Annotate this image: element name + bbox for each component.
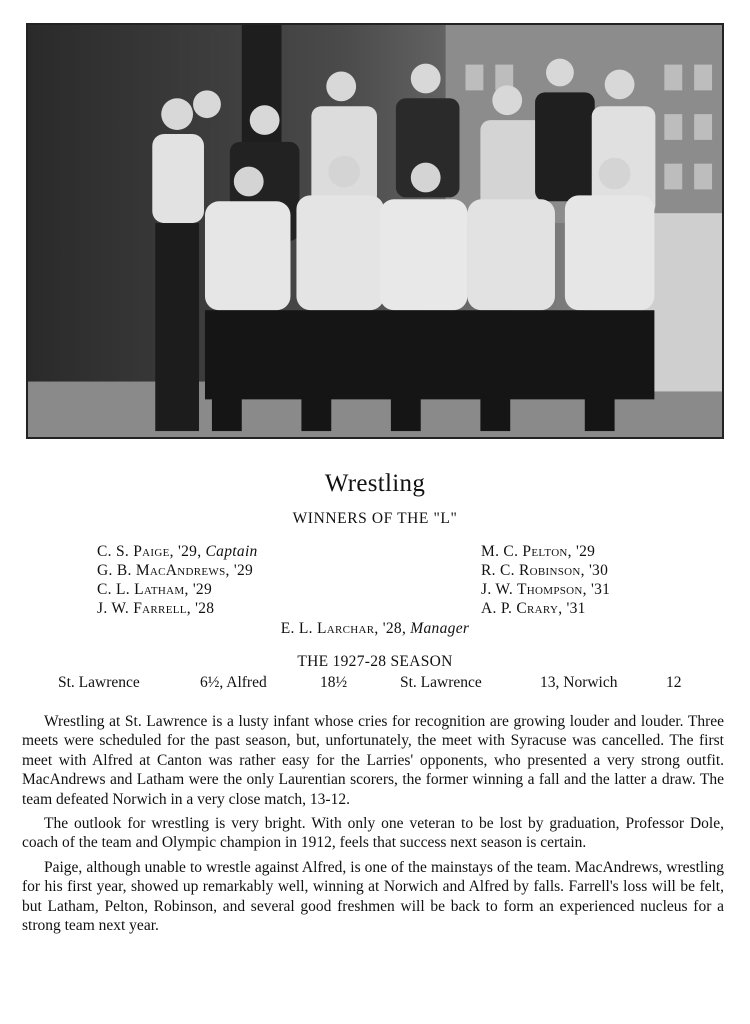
roster-entry: R. C. Robinson, '30 <box>481 562 609 579</box>
roster-right-column <box>481 542 610 618</box>
result-score: 6½, Alfred <box>200 674 267 691</box>
result-team: St. Lawrence <box>58 674 140 691</box>
roster-entry <box>97 580 258 599</box>
roster-entry: M. C. Pelton, '29 <box>481 543 596 560</box>
roster-name: G. B. MacAndrews, '29 <box>97 562 254 579</box>
roster-entry <box>97 561 258 580</box>
roster-role: Captain <box>205 543 258 560</box>
roster-name: J. W. Farrell, '28 <box>97 600 215 617</box>
roster-entry: J. W. Thompson, '31 <box>481 581 611 598</box>
team-photo-illustration <box>28 25 722 437</box>
result-team: St. Lawrence <box>400 674 482 691</box>
paragraph: Paige, although unable to wrestle against Alfred, is one of the mainstays of the team. MacAndrews, wrestling for his first year, showed up remarkably well, winning at Norwich and Alfred by falls. Farrell's loss will be felt, but Latham, Pelton, Robinson, and several good freshmen will be back to form an experienced nucleus for a strong team next year. <box>22 858 724 935</box>
result-opponent-score: 18½ <box>320 674 348 691</box>
article-body <box>22 712 724 940</box>
manager-name: E. L. Larchar, '28, <box>280 620 411 637</box>
result-score: 13, Norwich <box>540 674 618 691</box>
roster-entry: A. P. Crary, '31 <box>481 600 586 617</box>
roster-entry <box>97 542 258 561</box>
paragraph: Wrestling at St. Lawrence is a lusty infant whose cries for recognition are growing louder and louder. Three meets were scheduled for the past season, but, unfortunately, the meet with Syracuse was cancelled. The first meet with Alfred at Canton was rather easy for the Larries' opponents, who presented a very strong outfit. MacAndrews and Latham were the only Laurentian scorers, the former winning a fall and the latter a draw. The team defeated Norwich in a very close match, 13-12. <box>22 713 724 808</box>
roster-left-column <box>97 542 258 618</box>
roster-name: C. S. Paige, '29, <box>97 543 206 560</box>
team-photo <box>26 23 724 439</box>
paragraph: The outlook for wrestling is very bright. With only one veteran to be lost by graduation, Professor Dole, coach of the team and Olympic champion in 1912, feels that success next season is certain. <box>22 815 724 852</box>
manager-role: Manager <box>410 620 470 637</box>
page-subtitle: WINNERS OF THE "L" <box>292 510 458 527</box>
result-opponent-score: 12 <box>666 674 682 691</box>
roster-name: C. L. Latham, '29 <box>97 581 213 598</box>
roster-manager <box>0 620 750 638</box>
page-title: Wrestling <box>324 470 426 497</box>
season-title: THE 1927-28 SEASON <box>297 653 453 670</box>
roster-entry <box>97 599 258 618</box>
